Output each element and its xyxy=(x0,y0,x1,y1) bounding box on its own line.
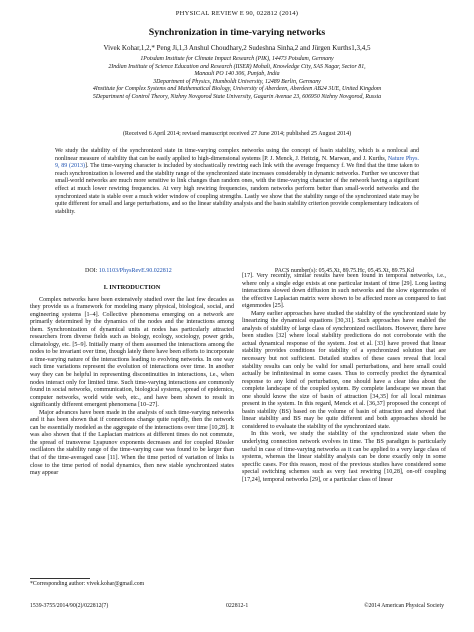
body-paragraph: Major advances have been made in the analysis of such time-varying networks and it has been shown that if connections change quite rapidly, then the network can be essentially modeled as the aggregate of the interactions over time [10,28]. It was also shown that if the Laplacian matrices at different times do not commute, the spread of transverse Lyapunov exponents decreases and for coupled Rössler oscillators the stability range of the time-varying case was found to be larger than that of the time-averaged case [11]. When the time period of variation of links is close to the time period of nodal dynamics, then new stable synchronized states may appear xyxy=(30,409,234,477)
affiliation: 4Institute for Complex Systems and Mathematical Biology, University of Aberdeen, Aberdeen AB24 3UE, United Kingdom xyxy=(92,86,382,93)
footnote: *Corresponding author: vivek.kohar@gmail.com xyxy=(30,581,145,587)
pacs-numbers: PACS number(s): 05.45.Xt, 89.75.Hc, 05.45.Xt, 89.75.Kd xyxy=(274,268,414,274)
doi xyxy=(85,268,172,274)
copyright: ©2014 American Physical Society xyxy=(364,603,444,609)
body-paragraph: Complex networks have been extensively studied over the last few decades as they provide us a framework for modeling many physical, biological, social, and engineering systems [1–4]. Collective phenomena emerging on a network are primarily determined by the dynamics of the nodes and the interactions among them. Synchronization of dynamical units at nodes has particularly attracted researchers from diverse fields such as biology, ecology, sociology, power grids, climatology, etc. [5–9]. Initially many of them assumed the interactions among the nodes to be invariant over time, though lately there have been efforts to incorporate a time-varying nature of the interactions leading to evolving networks. In one way such time variations represent the evolution of interactions over time. In another way they can be helpful in representing discontinuities in interactions, i.e., when nodes interact only for limited time. Such time-varying interactions are commonly found in social networks, communication, biological systems, spread of epidemics, computer networks, world wide web, etc., and have been shown to result in significantly different emergent phenomena [10–27]. xyxy=(30,296,234,409)
footnote-divider xyxy=(30,578,90,579)
running-head: PHYSICAL REVIEW E 90, 022812 (2014) xyxy=(175,10,299,17)
abstract xyxy=(55,148,419,216)
affiliation: Manauli PO 140 306, Punjab, India xyxy=(194,71,280,78)
affiliation: 3Department of Physics, Humboldt University, 12489 Berlin, Germany xyxy=(153,78,321,85)
received-dates: (Received 6 April 2014; revised manuscript received 27 June 2014; published 25 August 2014) xyxy=(122,131,352,137)
body-paragraph: Many earlier approaches have studied the stability of the synchronized state by linearizing the dynamical equations [30,31]. Such approaches have enabled the analysis of stability of large class of synchronized oscillators. However, there have been studies [32] where local stability predictions do not corroborate with the actual dynamical response of the system. Jost et al. [33] have proved that linear stability provides conditions for stability of a synchronized solution that are necessary but not sufficient. Detailed studies of these cases reveal that local stability results can only be valid for small perturbations, and here small could actually be infinitesimal in some cases. Thus to correctly predict the dynamical response to any kind of perturbation, one should have a clear idea about the complete landscape of the coupled system. By complete landscape we mean that one should know the size of basin of attraction [34,35] for all local minimas present in the system. In this regard, Menck et al. [36,37] proposed the concept of basin stability (BS) based on the volume of basin of attraction and showed that linear stability and BS may be quite different and both approaches should be considered to evaluate the stability of the synchronized state. xyxy=(242,310,446,430)
right-column xyxy=(242,273,446,484)
author-list: Vivek Kohar,1,2,* Peng Ji,1,3 Anshul Choudhary,2 Sudeshna Sinha,2 and Jürgen Kurths1,3,4,5 xyxy=(103,44,371,52)
affiliation-list xyxy=(30,56,444,102)
affiliation: 2Indian Institute of Science Education and Research (IISER) Mohali, Knowledge City, SAS Nagar, Sector 81, xyxy=(108,63,366,70)
footer-issn: 1539-3755/2014/90(2)/022812(7) xyxy=(30,603,109,609)
page-number: 022812-1 xyxy=(226,603,249,609)
paper-title: Synchronization in time-varying networks xyxy=(148,27,326,38)
body-paragraph: [17]. Very recently, similar results have been found in temporal networks, i.e., where only a single edge exists at one particular instant of time [29]. Long lasting interactions slowed down diffusion in such networks and the slow eigenmodes of the effective Laplacian matrix were shown to be affected more as compared to fast eigenmodes [25]. xyxy=(242,273,446,310)
left-column xyxy=(30,284,234,478)
doi-label: DOI: xyxy=(85,268,99,274)
abstract-text: ]. The time-varying character is included by stochastically rewiring each link with the average frequency f. We find that the time taken to reach synchronization is lowered and the stability range of the synchronized state increases considerably in dynamic networks. Further we uncover that small-world networks are much more sensitive to link changes than random ones, with the time-varying character of the network having a significant effect at much lower rewiring frequencies. At very high rewiring frequencies, random networks perform better than small-world networks and the synchronized state is stable over a much wider window of coupling strengths. Lastly we show that the stability range of the synchronized state may be quite different for small and large perturbations, and so the linear stability analysis and the basin stability criterion provide complementary indicators of stability. xyxy=(55,163,420,215)
body-paragraph: In this work, we study the stability of the synchronized state when the underlying connection network evolves in time. The BS paradigm is particularly useful in case of time-varying networks as it can be applied to a very large class of systems, whereas the linear stability analysis can be done exactly only in some specific cases. For this reason, most of the previous studies have considered some special switching schemes such as very fast rewiring [10,28], on-off coupling [17,24], temporal networks [29], or a particular class of linear xyxy=(242,431,446,483)
section-heading: I. INTRODUCTION xyxy=(103,284,161,291)
doi-link[interactable]: 10.1103/PhysRevE.90.022812 xyxy=(98,268,172,274)
affiliation: 5Department of Control Theory, Nizhny Novgorod State University, Gagarin Avenue 23, 606950 Nizhny Novgorod, Russia xyxy=(92,93,382,100)
affiliation: 1Potsdam Institute for Climate Impact Research (PIK), 14473 Potsdam, Germany xyxy=(140,56,334,62)
abstract-reference-link[interactable]: Nature Phys. 9, 89 (2013) xyxy=(55,155,419,170)
abstract-text: We study the stability of the synchronized state in time-varying complex networks using the concept of basin stability, which is a nonlocal and nonlinear measure of stability that can be easily applied to high-dimensional systems [P. J. Menck, J. Heitzig, N. Marwan, and J. Kurths, xyxy=(55,148,419,162)
